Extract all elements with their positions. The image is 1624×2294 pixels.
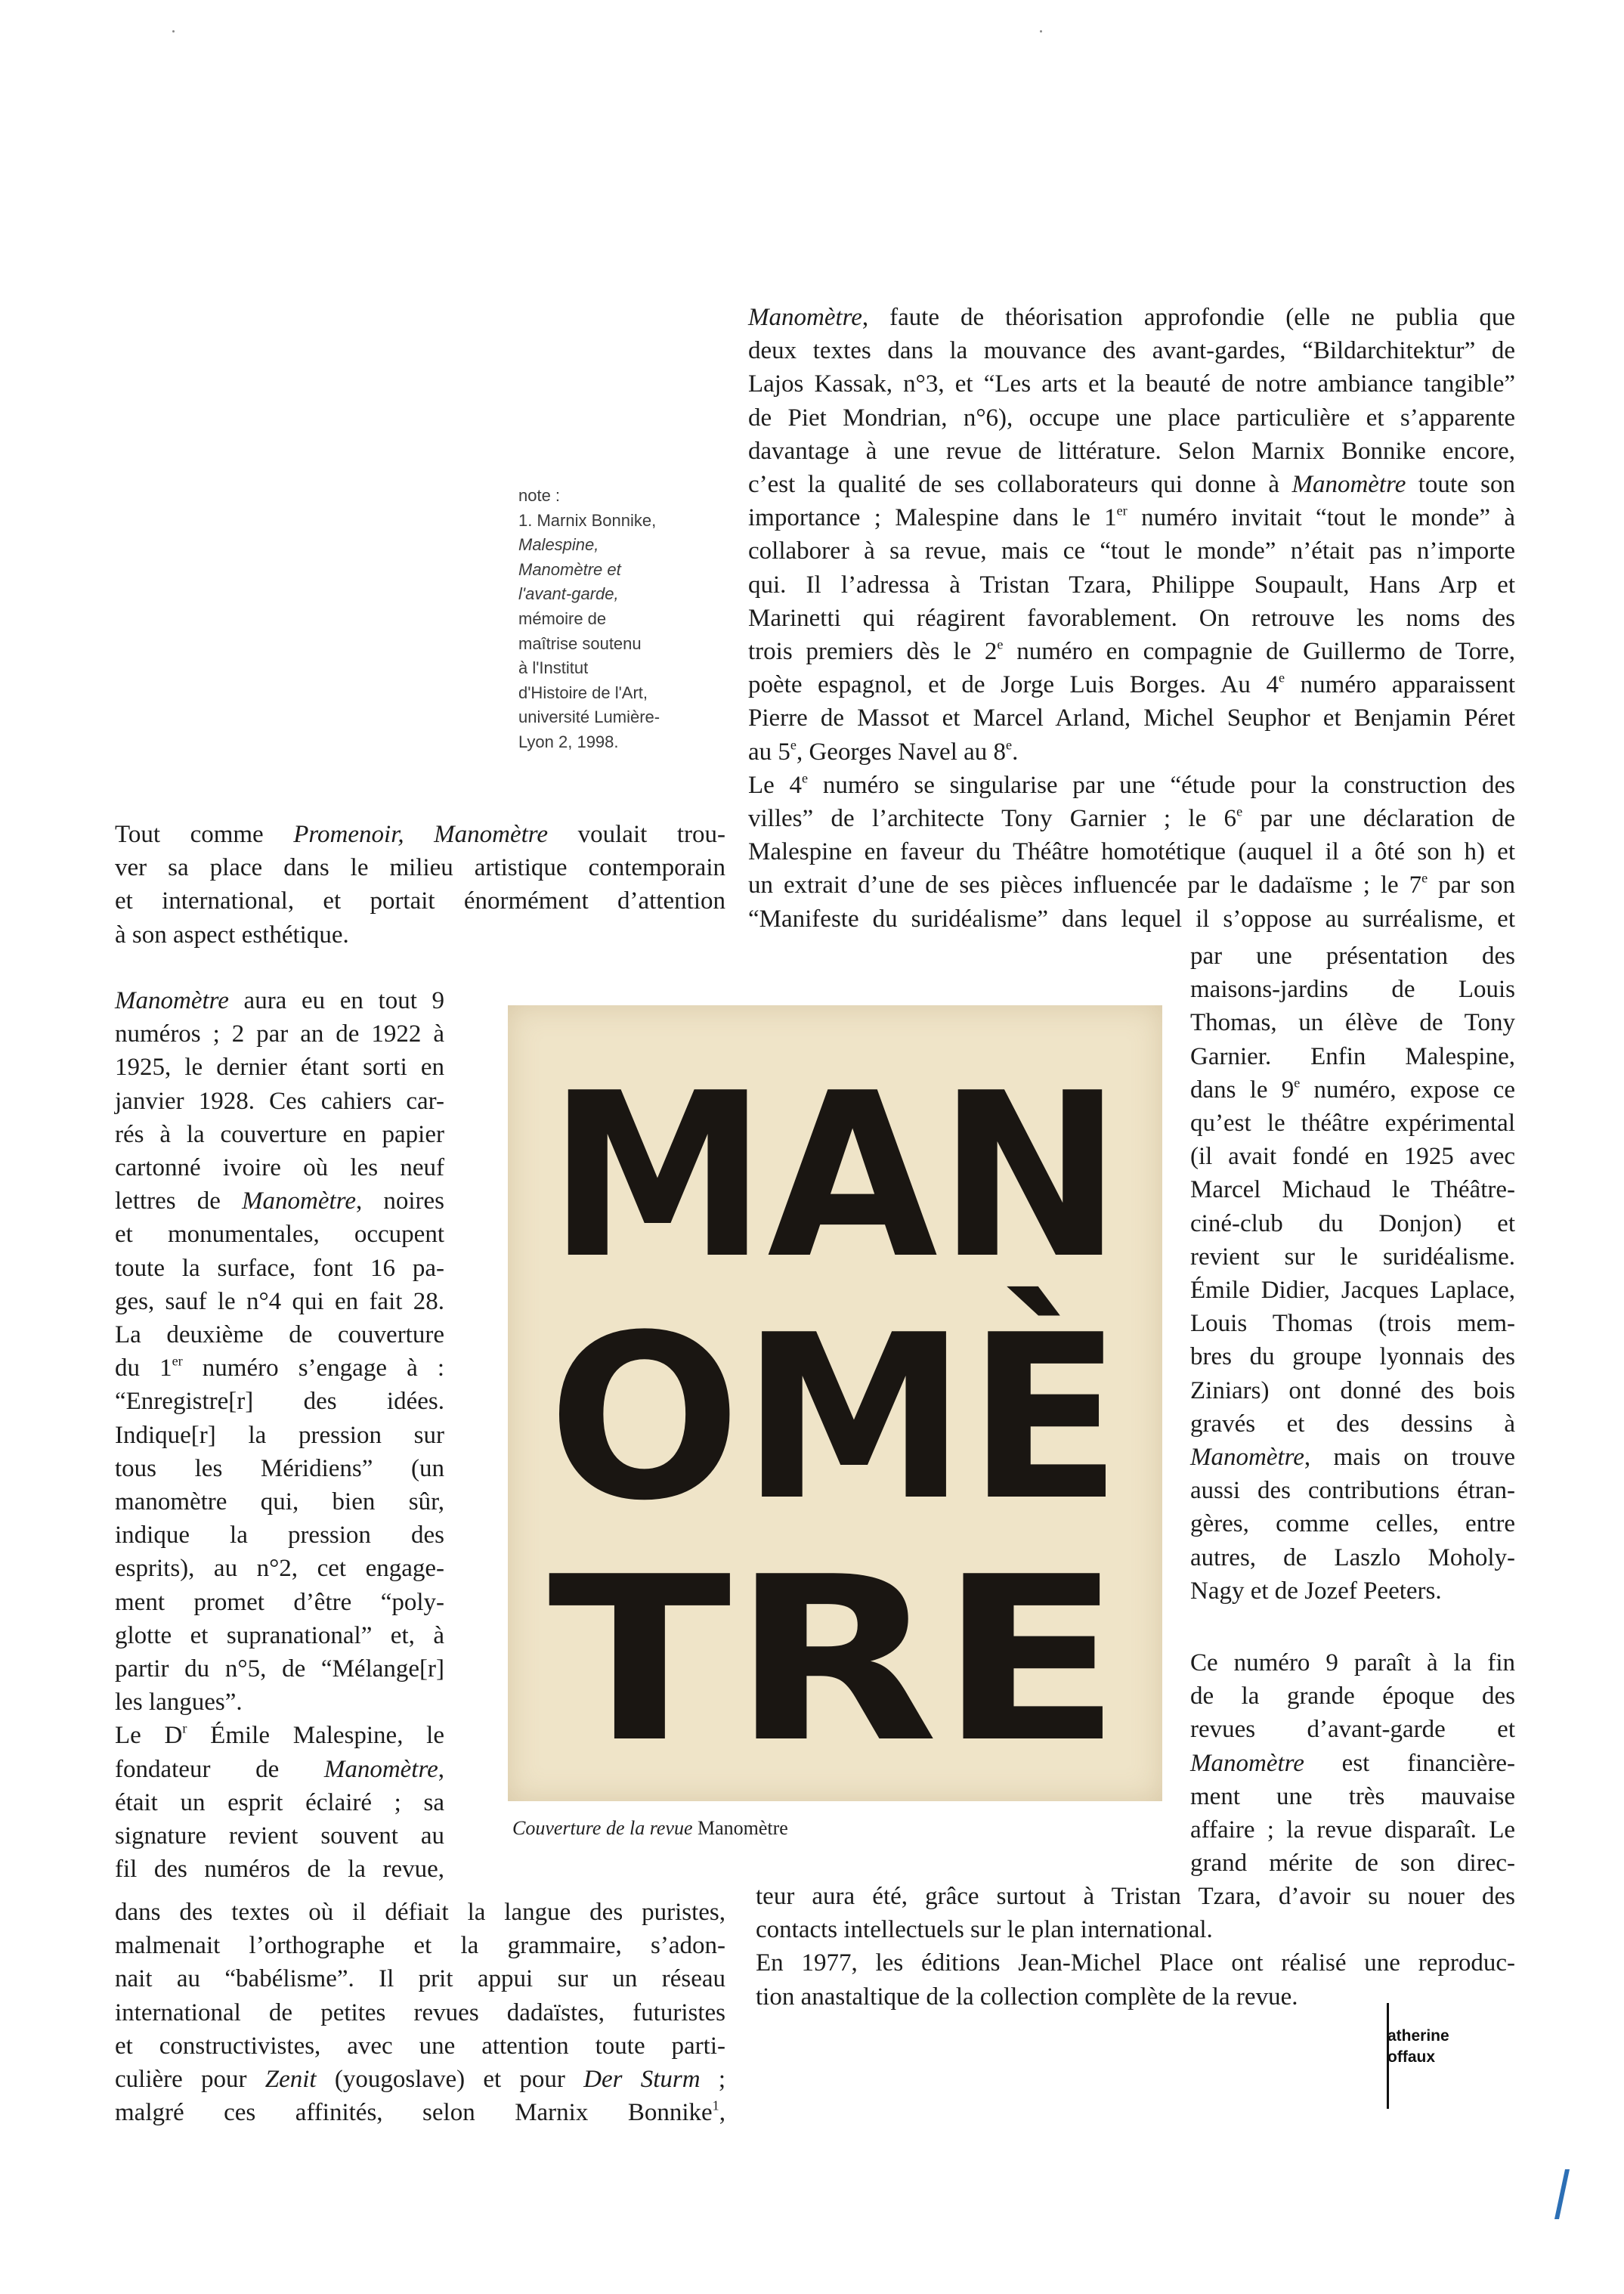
footnote-line: mémoire de bbox=[518, 608, 607, 628]
text-line: lettres de Manomètre, noires bbox=[115, 1187, 445, 1215]
text-line: qui. Il l’adressa à Tristan Tzara, Philippe Soupault, Hans Arp et bbox=[748, 571, 1515, 599]
text-line: teur aura été, grâce surtout à Tristan Tzara, d’avoir su nouer des bbox=[756, 1883, 1515, 1910]
left-column-text bbox=[115, 984, 444, 1886]
right-column-final-text bbox=[756, 1880, 1515, 2014]
text-line: les langues”. bbox=[115, 1689, 243, 1717]
text-line: autres, de Laszlo Moholy- bbox=[1190, 1543, 1515, 1571]
text-line: affaire ; la revue disparaît. Le bbox=[1190, 1816, 1515, 1844]
text-line: “Enregistre[r] des idées. bbox=[115, 1388, 444, 1416]
caption-title: Manomètre bbox=[692, 1817, 788, 1839]
text-line: manomètre qui, bien sûr, bbox=[115, 1488, 444, 1516]
text-line: maisons-jardins de Louis bbox=[1190, 976, 1515, 1004]
caption-italic: Couverture de la revue bbox=[512, 1817, 693, 1839]
cover-lettering bbox=[508, 1005, 1162, 1801]
text-line: malgré ces affinités, selon Marnix Bonnike$^1$, bbox=[115, 2097, 725, 2127]
text-line: collaborer à sa revue, mais ce “tout le monde” n’était pas n’importe bbox=[748, 537, 1515, 565]
text-line: Malespine en faveur du Théâtre homotétique (auquel il a ôté son h) et bbox=[748, 838, 1515, 866]
text-line: gravés et des dessins à bbox=[1190, 1410, 1515, 1438]
text-line: nait au “babélisme”. Il prit appui sur un réseau bbox=[115, 1965, 725, 1993]
text-line: Nagy et de Jozef Peeters. bbox=[1190, 1577, 1442, 1605]
text-line: Le $D^r$ Émile Malespine, le bbox=[115, 1720, 445, 1750]
text-line: Lajos Kassak, n°3, et “Les arts et la beauté de notre ambiance tangible” bbox=[748, 370, 1515, 398]
text-line: revient sur le suridéalisme. bbox=[1190, 1243, 1515, 1271]
text-line: Louis Thomas (trois mem- bbox=[1190, 1310, 1515, 1338]
text-line: de la grande époque des bbox=[1190, 1683, 1515, 1710]
text-line: fondateur de Manomètre, bbox=[115, 1755, 444, 1783]
text-line: 1925, le dernier étant sorti en bbox=[115, 1054, 444, 1082]
footnote-text bbox=[518, 509, 722, 755]
magazine-cover-image bbox=[508, 1005, 1162, 1801]
footnote-line: d'Histoire de l'Art, bbox=[518, 683, 648, 702]
text-line: fil des numéros de la revue, bbox=[115, 1856, 444, 1884]
text-line: c’est la qualité de ses collaborateurs qui donne à Manomètre toute son bbox=[748, 471, 1516, 499]
text-line: (il avait fondé en 1925 avec bbox=[1190, 1143, 1515, 1171]
text-line: gères, comme celles, entre bbox=[1190, 1510, 1515, 1538]
text-line: “Manifeste du suridéalisme” dans lequel il s’oppose au surréalisme, et bbox=[748, 905, 1515, 933]
text-line: Manomètre, faute de théorisation approfondie (elle ne publia que bbox=[748, 304, 1515, 331]
text-line: En 1977, les éditions Jean-Michel Place ont réalisé une reproduc- bbox=[756, 1949, 1515, 1977]
text-line: trois premiers dès le 2e numéro en compagnie de Guillermo de Torre, bbox=[748, 636, 1515, 666]
text-line: Tout comme Promenoir, Manomètre voulait trou- bbox=[115, 821, 725, 848]
text-line: glotte et supranational” et, à bbox=[115, 1621, 444, 1649]
footnote-line: université Lumière- bbox=[518, 707, 660, 727]
text-line: deux textes dans la mouvance des avant-gardes, “Bildarchitektur” de bbox=[748, 337, 1515, 365]
text-line: numéros ; 2 par an de 1922 à bbox=[115, 1020, 444, 1048]
text-line: La deuxième de couverture bbox=[115, 1321, 444, 1349]
text-line: était un esprit éclairé ; sa bbox=[115, 1788, 444, 1816]
text-line: Ce numéro 9 paraît à la fin bbox=[1190, 1649, 1515, 1676]
footnote-label: note : bbox=[518, 486, 561, 505]
text-line: indique la pression des bbox=[115, 1522, 444, 1549]
text-line: de Piet Mondrian, n°6), occupe une place particulière et s’apparente bbox=[748, 404, 1515, 432]
text-line: tous les Méridiens” (un bbox=[115, 1454, 444, 1482]
text-line: un extrait d’une de ses pièces influencée par le dadaïsme ; le 7e par son bbox=[748, 870, 1515, 899]
scan-speck bbox=[172, 30, 175, 33]
text-line: Ziniars) ont donné des bois bbox=[1190, 1376, 1515, 1404]
text-line: international de petites revues dadaïstes, futuristes bbox=[115, 1998, 725, 2026]
right-column-closing-text bbox=[1190, 1646, 1515, 1880]
text-line: Marinetti qui réagirent favorablement. On retrouve les noms des bbox=[748, 604, 1515, 632]
right-column-top-text bbox=[748, 301, 1515, 936]
text-line: Manomètre est financière- bbox=[1190, 1749, 1515, 1777]
cover-row-3: TRE bbox=[548, 1528, 1122, 1792]
text-line: aussi des contributions étran- bbox=[1190, 1477, 1515, 1505]
text-line: bres du groupe lyonnais des bbox=[1190, 1343, 1515, 1371]
text-line: tion anastaltique de la collection complète de la revue. bbox=[756, 1983, 1298, 2011]
text-line: et constructivistes, avec une attention toute parti- bbox=[115, 2032, 725, 2060]
text-line: et international, et portait énormément d’attention bbox=[115, 887, 725, 915]
author-signature bbox=[1387, 2026, 1449, 2068]
text-line: Garnier. Enfin Malespine, bbox=[1190, 1042, 1515, 1070]
cover-row-1: MAN bbox=[548, 1045, 1122, 1308]
footnote-line: l'avant-garde, bbox=[518, 584, 619, 604]
text-line: esprits), au n°2, cet engage- bbox=[115, 1555, 444, 1583]
text-line: contacts intellectuels sur le plan international. bbox=[756, 1916, 1213, 1944]
text-line: à son aspect esthétique. bbox=[115, 921, 349, 949]
text-line: Marcel Michaud le Théâtre- bbox=[1190, 1176, 1515, 1204]
text-line: qu’est le théâtre expérimental bbox=[1190, 1110, 1515, 1138]
text-line: cartonné ivoire où les neuf bbox=[115, 1154, 444, 1182]
intro-paragraph bbox=[115, 818, 725, 952]
signature-line: atherine bbox=[1387, 2027, 1449, 2045]
text-line: Indique[r] la pression sur bbox=[115, 1421, 444, 1449]
text-line: ciné-club du Donjon) et bbox=[1190, 1209, 1515, 1237]
text-line: ment promet d’être “poly- bbox=[115, 1588, 444, 1616]
page-number-mark bbox=[1554, 2169, 1570, 2219]
image-caption bbox=[512, 1817, 788, 1840]
text-line: malmenait l’orthographe et la grammaire, s’adon- bbox=[115, 1932, 725, 1960]
text-line: Manomètre, mais on trouve bbox=[1190, 1444, 1515, 1472]
text-line: davantage à une revue de littérature. Selon Marnix Bonnike encore, bbox=[748, 437, 1515, 465]
footnote bbox=[518, 484, 722, 755]
text-line: revues d’avant-garde et bbox=[1190, 1716, 1515, 1744]
text-line: ges, sauf le n°4 qui en fait 28. bbox=[115, 1287, 444, 1315]
right-column-text bbox=[1190, 940, 1515, 1608]
text-line: importance ; Malespine dans le 1er numéro invitait “tout le monde” à bbox=[748, 503, 1516, 532]
text-line: partir du n°5, de “Mélange[r] bbox=[115, 1655, 444, 1683]
text-line: culière pour Zenit (yougoslave) et pour Der Sturm ; bbox=[115, 2066, 726, 2094]
text-line: Le 4e numéro se singularise par une “étude pour la construction des bbox=[748, 770, 1515, 799]
text-line: Émile Didier, Jacques Laplace, bbox=[1190, 1277, 1515, 1305]
text-line: grand mérite de son direc- bbox=[1190, 1850, 1515, 1878]
text-line: par une présentation des bbox=[1190, 943, 1515, 970]
text-line: Pierre de Massot et Marcel Arland, Michel Seuphor et Benjamin Péret bbox=[748, 704, 1515, 732]
footnote-line: Lyon 2, 1998. bbox=[518, 732, 619, 751]
footnote-line: à l'Institut bbox=[518, 658, 589, 678]
text-line: dans le 9e numéro, expose ce bbox=[1190, 1075, 1515, 1104]
signature-line: offaux bbox=[1387, 2048, 1435, 2066]
footnote-line: maîtrise soutenu bbox=[518, 633, 642, 653]
text-line: ver sa place dans le milieu artistique contemporain bbox=[115, 854, 725, 882]
text-line: ment une très mauvaise bbox=[1190, 1782, 1515, 1810]
text-line: signature revient souvent au bbox=[115, 1822, 444, 1850]
footnote-line: Manomètre et bbox=[518, 559, 621, 579]
footnote-line: 1. Marnix Bonnike, bbox=[518, 510, 657, 530]
text-line: poète espagnol, et de Jorge Luis Borges. Au 4e numéro apparaissent bbox=[748, 670, 1516, 699]
scan-speck bbox=[1040, 30, 1042, 33]
text-line: rés à la couverture en papier bbox=[115, 1120, 444, 1148]
text-line: au 5e, Georges Navel au 8e. bbox=[748, 737, 1019, 766]
left-column-continuation bbox=[115, 1896, 725, 2129]
text-line: et monumentales, occupent bbox=[115, 1221, 444, 1249]
footnote-line: Malespine, bbox=[518, 535, 599, 555]
cover-row-2: OMÈ bbox=[548, 1286, 1121, 1550]
text-line: janvier 1928. Ces cahiers car- bbox=[115, 1087, 444, 1115]
text-line: dans des textes où il défiait la langue des puristes, bbox=[115, 1899, 725, 1926]
text-line: Thomas, un élève de Tony bbox=[1190, 1009, 1515, 1037]
text-line: villes” de l’architecte Tony Garnier ; le 6e par une déclaration de bbox=[748, 803, 1515, 833]
text-line: du 1er numéro s’engage à : bbox=[115, 1353, 444, 1382]
text-line: toute la surface, font 16 pa- bbox=[115, 1254, 444, 1282]
text-line: Manomètre aura eu en tout 9 bbox=[115, 987, 444, 1014]
